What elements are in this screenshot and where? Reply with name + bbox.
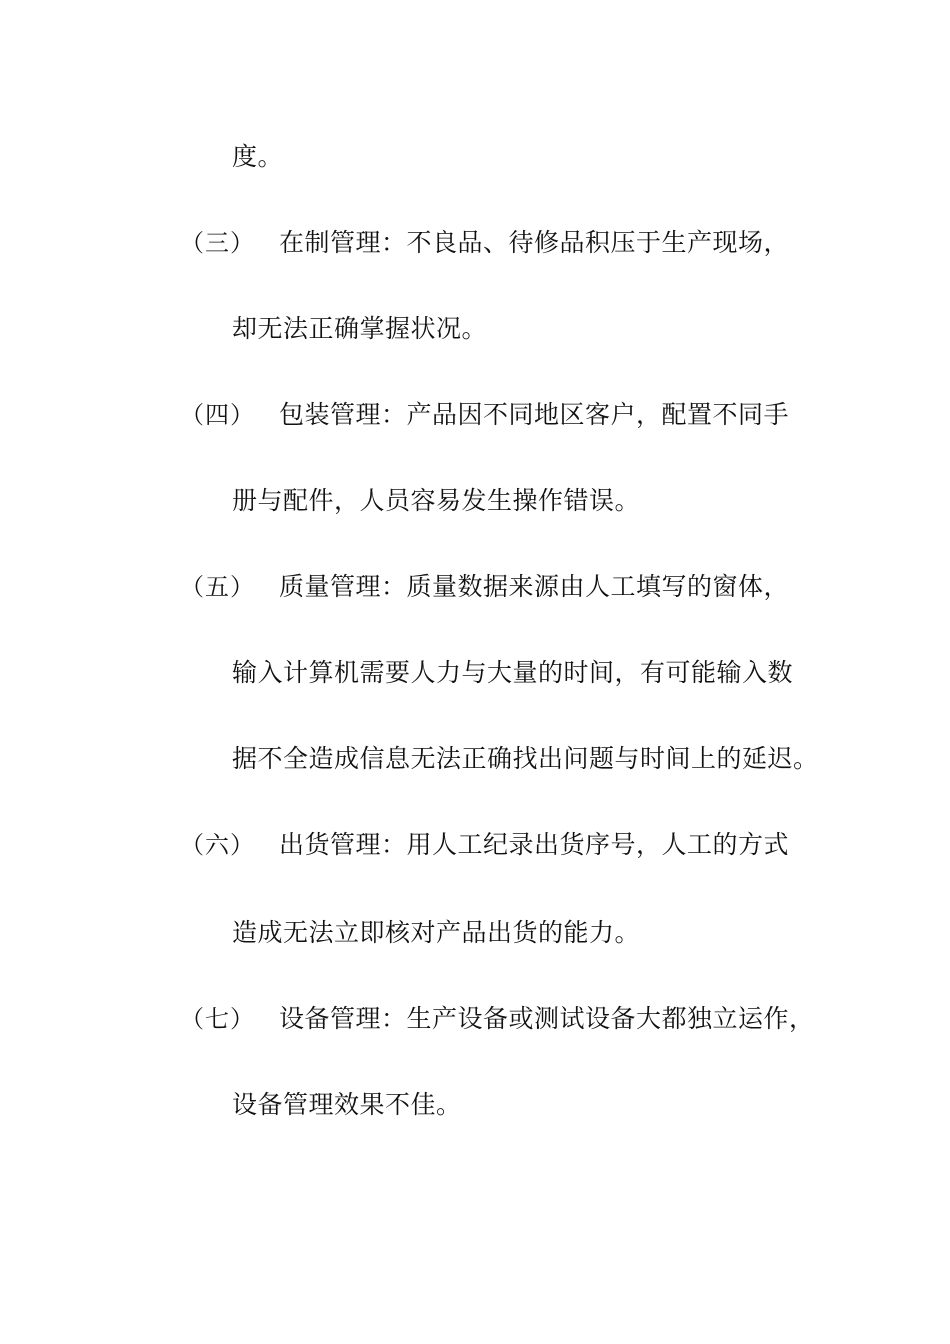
item-marker: （三）: [180, 229, 255, 257]
item-marker: （五）: [180, 573, 255, 601]
item-heading-text: 在制管理：不良品、待修品积压于生产现场，: [279, 228, 790, 257]
item-heading-text: 质量管理：质量数据来源由人工填写的窗体，: [279, 572, 790, 601]
item-continuation-text: 却无法正确掌握状况。: [232, 314, 488, 343]
item-marker: （七）: [180, 1005, 255, 1033]
item-marker: （六）: [180, 831, 255, 859]
item-heading-text: 包装管理：产品因不同地区客户，配置不同手: [279, 400, 790, 429]
item-continuation-text: 输入计算机需要人力与大量的时间，有可能输入数: [232, 658, 794, 687]
item-continuation-text: 据不全造成信息无法正确找出问题与时间上的延迟。: [232, 744, 819, 773]
item-heading-text: 出货管理：用人工纪录出货序号，人工的方式: [279, 830, 790, 859]
item-heading-text: 设备管理：生产设备或测试设备大都独立运作，: [279, 1004, 815, 1033]
item-continuation-text: 册与配件，人员容易发生操作错误。: [232, 486, 641, 515]
item-continuation-text: 造成无法立即核对产品出货的能力。: [232, 918, 641, 947]
item-continuation-text: 设备管理效果不佳。: [232, 1090, 462, 1119]
item-marker: （四）: [180, 401, 255, 429]
continuation-text: 度。: [232, 142, 284, 171]
